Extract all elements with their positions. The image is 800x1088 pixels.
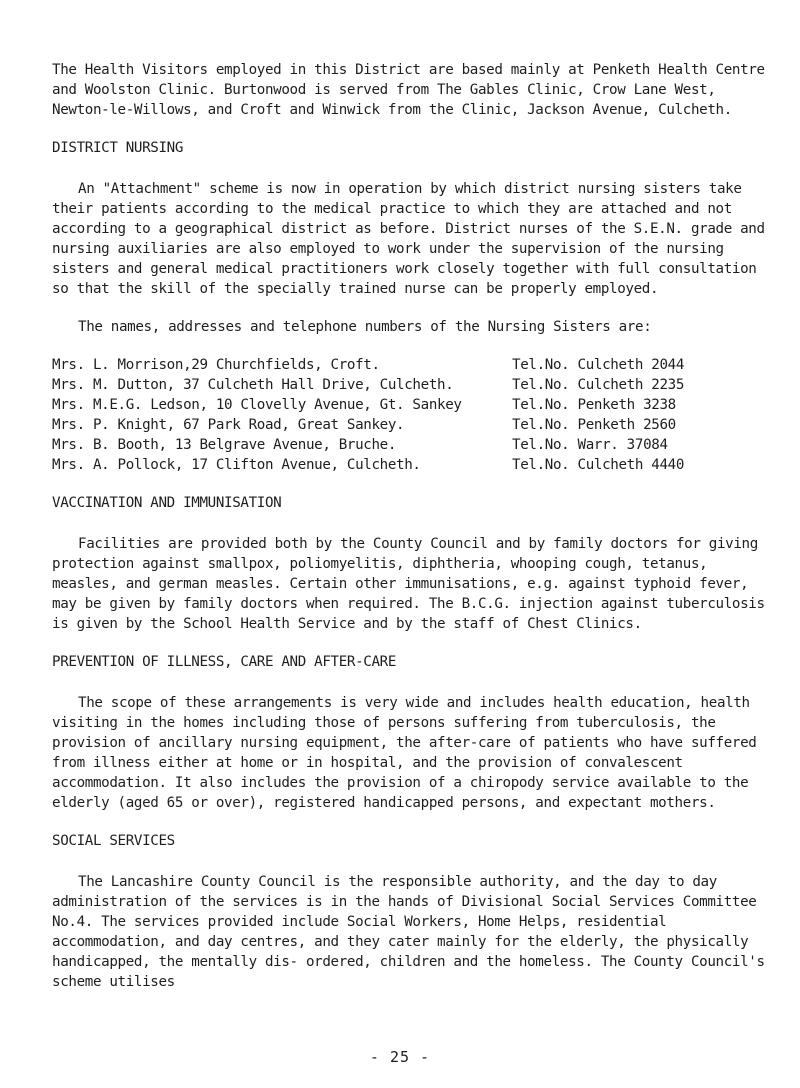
sister-telephone: Tel.No. Penketh 3238	[512, 397, 676, 413]
sister-entry: Mrs. A. Pollock, 17 Clifton Avenue, Culcheth.	[52, 457, 421, 473]
sister-telephone: Tel.No. Culcheth 4440	[512, 457, 685, 473]
intro-paragraph: The Health Visitors employed in this District are based mainly at Penketh Health Centre and Woolston Clinic. Burtonwood is served from The Gables Clinic, Crow Lane West, Newton-le-Willows, and Croft and Winwick from the Clinic, Jackson Avenue, Culcheth.	[52, 62, 765, 118]
sister-telephone: Tel.No. Penketh 2560	[512, 417, 676, 433]
sister-entry: Mrs. P. Knight, 67 Park Road, Great Sankey.	[52, 417, 405, 433]
prevention-heading: PREVENTION OF ILLNESS, CARE AND AFTER-CARE	[52, 654, 397, 670]
vaccination-paragraph: Facilities are provided both by the County Council and by family doctors for giving protection against smallpox, poliomyelitis, diphtheria, whooping cough, tetanus, measles, and german measles. Certain other immunisations, e.g. against typhoid fever, may be given by family doctors when required. The B.C.G. injection against tuberculosis is given by the School Health Service and by the staff of Chest Clinics.	[52, 536, 765, 632]
sister-entry: Mrs. M.E.G. Ledson, 10 Clovelly Avenue, Gt. Sankey	[52, 397, 462, 413]
sister-telephone: Tel.No. Culcheth 2044	[512, 357, 685, 373]
table-row	[52, 395, 772, 415]
district-nursing-paragraph: An "Attachment" scheme is now in operation by which district nursing sisters take their patients according to the medical practice to which they are attached and not according to a geographical district as before. District nurses of the S.E.N. grade and nursing auxiliaries are also employed to work under the supervision of the nursing sisters and general medical practitioners work closely together with full consultation so that the skill of the specially trained nurse can be properly employed.	[52, 181, 765, 297]
document-page	[52, 60, 772, 992]
table-row	[52, 355, 772, 375]
sister-entry: Mrs. L. Morrison,29 Churchfields, Croft.	[52, 357, 380, 373]
social-services-heading: SOCIAL SERVICES	[52, 833, 175, 849]
social-services-paragraph: The Lancashire County Council is the responsible authority, and the day to day administration of the services is in the hands of Divisional Social Services Committee No.4. The services provided include Social Workers, Home Helps, residential accommodation, and day centres, and they cater mainly for the elderly, the physically handicapped, the mentally dis- ordered, children and the homeless. The County Council's scheme utilises	[52, 874, 765, 990]
vaccination-heading: VACCINATION AND IMMUNISATION	[52, 495, 282, 511]
table-row	[52, 375, 772, 395]
sister-telephone: Tel.No. Warr. 37084	[512, 437, 668, 453]
nursing-sisters-table	[52, 355, 772, 475]
sister-entry: Mrs. B. Booth, 13 Belgrave Avenue, Bruche.	[52, 437, 397, 453]
table-row	[52, 455, 772, 475]
table-row	[52, 435, 772, 455]
sister-entry: Mrs. M. Dutton, 37 Culcheth Hall Drive, Culcheth.	[52, 377, 454, 393]
table-row	[52, 415, 772, 435]
page-number: - 25 -	[369, 1048, 431, 1066]
prevention-paragraph: The scope of these arrangements is very wide and includes health education, health visiting in the homes including those of persons suffering from tuberculosis, the provision of ancillary nursing equipment, the after-care of patients who have suffered from illness either at home or in hospital, and the provision of convalescent accommodation. It also includes the provision of a chiropody service available to the elderly (aged 65 or over), registered handicapped persons, and expectant mothers.	[52, 695, 757, 811]
sister-telephone: Tel.No. Culcheth 2235	[512, 377, 685, 393]
nursing-sisters-intro: The names, addresses and telephone numbers of the Nursing Sisters are:	[78, 319, 652, 335]
district-nursing-heading: DISTRICT NURSING	[52, 140, 184, 156]
